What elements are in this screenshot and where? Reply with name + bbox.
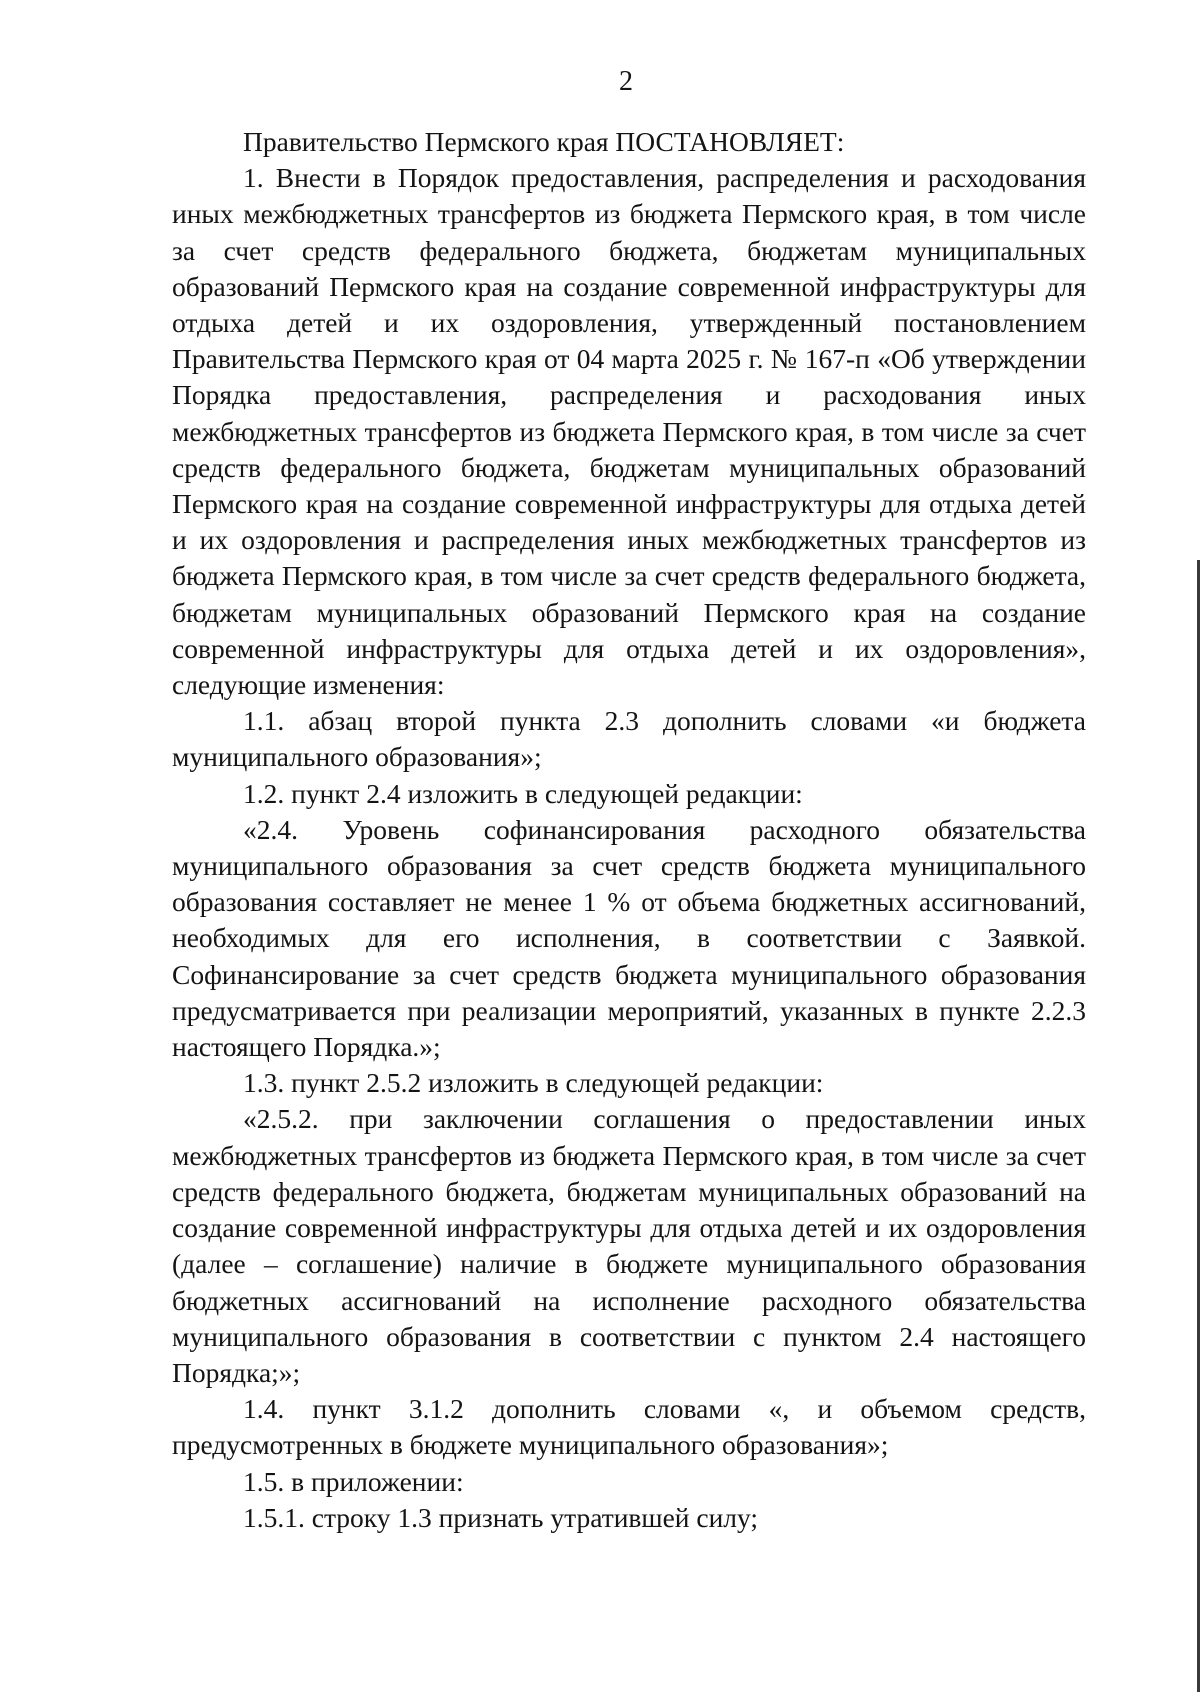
clause-1-2-paragraph: 1.2. пункт 2.4 изложить в следующей редакции:	[243, 777, 803, 809]
clause-1-1-paragraph: 1.1. абзац второй пункта 2.3 дополнить словами «и бюджета муниципального образования»;	[172, 705, 1086, 773]
clause-1-4-paragraph: 1.4. пункт 3.1.2 дополнить словами «, и объемом средств, предусмотренных в бюджете муниципального образования»;	[172, 1393, 1086, 1461]
clause-2-4-text-paragraph: «2.4. Уровень софинансирования расходного обязательства муниципального образования за счет средств бюджета муниципального образования составляет не менее 1 % от объема бюджетных ассигнований, необходимых для его исполнения, в соответствии с Заявкой. Софинансирование за счет средств бюджета муниципального образования предусматривается при реализации мероприятий, указанных в пункте 2.2.3 настоящего Порядка.»;	[172, 813, 1086, 1063]
page-number: 2	[619, 66, 633, 97]
clause-2-5-2-text-paragraph: «2.5.2. при заключении соглашения о предоставлении иных межбюджетных трансфертов из бюджета Пермского края, в том числе за счет средств федерального бюджета, бюджетам муниципальных образований на создание современной инфраструктуры для отдыха детей и их оздоровления (далее – соглашение) наличие в бюджете муниципального образования бюджетных ассигнований на исполнение расходного обязательства муниципального образования в соответствии с пунктом 2.4 настоящего Порядка;»;	[172, 1103, 1086, 1388]
document-body	[172, 124, 1086, 1536]
clause-1-paragraph: 1. Внести в Порядок предоставления, распределения и расходования иных межбюджетных трансфертов из бюджета Пермского края, в том числе за счет средств федерального бюджета, бюджетам муниципальных образований Пермского края на создание современной инфраструктуры для отдыха детей и их оздоровления, утвержденный постановлением Правительства Пермского края от 04 марта 2025 г. № 167-п «Об утверждении Порядка предоставления, распределения и расходования иных межбюджетных трансфертов из бюджета Пермского края, в том числе за счет средств федерального бюджета, бюджетам муниципальных образований Пермского края на создание современной инфраструктуры для отдыха детей и их оздоровления и распределения иных межбюджетных трансфертов из бюджета Пермского края, в том числе за счет средств федерального бюджета, бюджетам муниципальных образований Пермского края на создание современной инфраструктуры для отдыха детей и их оздоровления», следующие изменения:	[172, 162, 1086, 701]
clause-1-5-paragraph: 1.5. в приложении:	[243, 1465, 464, 1497]
clause-1-5-1-paragraph: 1.5.1. строку 1.3 признать утратившей силу;	[243, 1501, 759, 1533]
clause-1-3-paragraph: 1.3. пункт 2.5.2 изложить в следующей редакции:	[243, 1067, 824, 1099]
preamble-paragraph: Правительство Пермского края ПОСТАНОВЛЯЕТ:	[243, 126, 845, 157]
